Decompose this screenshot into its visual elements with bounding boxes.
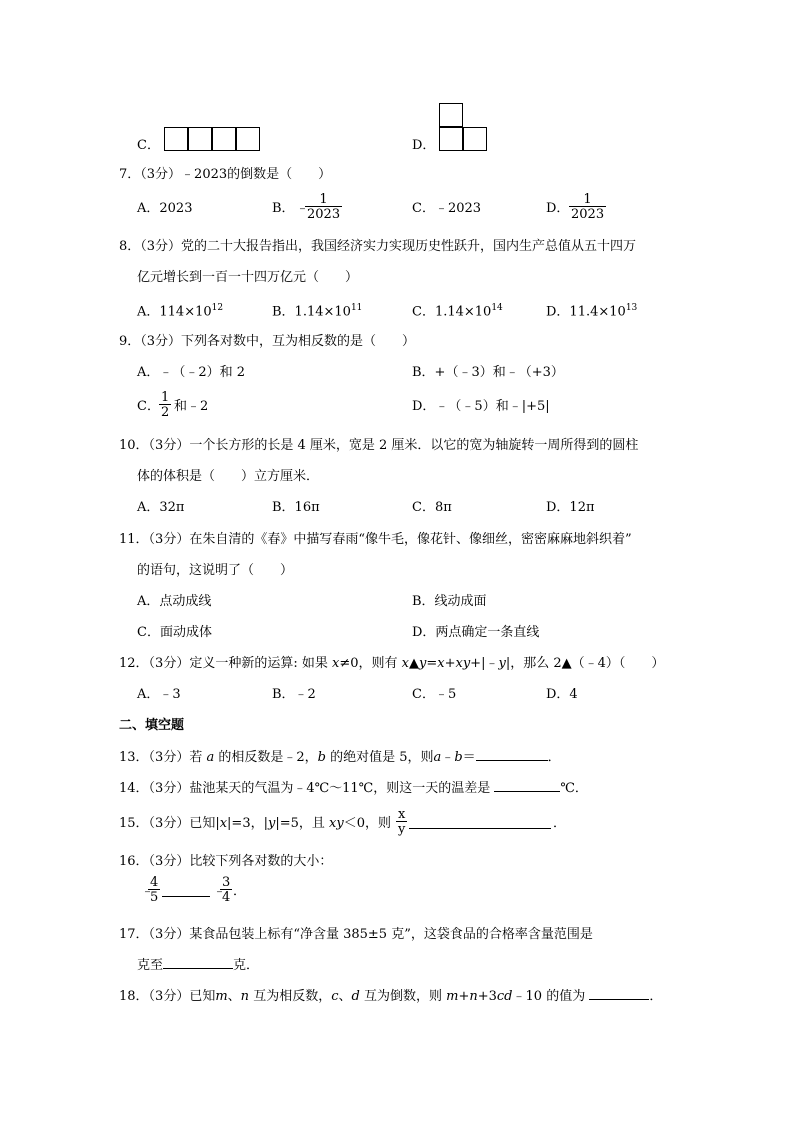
q9-stem: 9．（3分）下列各对数中，互为相反数的是（ ） — [119, 334, 416, 349]
q15-fraction: $\frac{x}{y}$ — [398, 807, 406, 837]
q8-stem-line1: 8．（3分）党的二十大报告指出，我国经济实力实现历史性跃升，国内生产总值从五十四万 — [119, 239, 637, 254]
q6-option-d-label: D． — [412, 138, 436, 153]
q18-stem: 18．（3分）已知m、n 互为相反数，c、d 互为倒数，则 m+n+3cd﹣10 的值为 ． — [119, 989, 663, 1004]
q7-option-b-sign: ﹣ — [296, 201, 310, 216]
q11-option-d: D．两点确定一条直线 — [412, 625, 540, 640]
q8-option-c: C．$1.14\times 10^{14}$ — [412, 303, 503, 320]
q9-option-a: A．﹣（﹣2）和 2 — [137, 365, 246, 380]
q7-option-a: A．2023 — [137, 201, 193, 216]
q12-option-c: C．﹣5 — [412, 687, 457, 702]
q16-fraction-1: $\frac{4}{5}$ — [150, 875, 159, 905]
q8-option-b: B．$1.14\times 10^{11}$ — [272, 303, 363, 320]
q12-option-a: A．﹣3 — [137, 687, 181, 702]
q10-stem-line2: 体的体积是（ ）立方厘米． — [137, 469, 320, 484]
q13-answer-blank[interactable] — [476, 760, 548, 761]
q16-end: ． — [233, 884, 247, 899]
q7-option-b-label: B． — [272, 201, 295, 216]
q15-end: ． — [553, 816, 567, 831]
q11-stem-line2: 的语句，这说明了（ ） — [137, 563, 294, 578]
q10-option-c: C．8π — [412, 500, 452, 515]
q14-stem: 14．（3分）盐池某天的气温为﹣4℃～11℃，则这一天的温差是 ℃． — [119, 781, 588, 796]
q10-option-a: A．32π — [137, 500, 185, 515]
q7-option-d-fraction: $\frac{1}{2023}$ — [571, 192, 605, 222]
q12-stem: 12．（3分）定义一种新的运算: 如果 x≠0，则有 x▲y=x+xy+|﹣y|，那么 2▲（﹣4）（ ） — [119, 656, 665, 671]
q7-stem: 7．（3分）﹣2023的倒数是（ ） — [119, 167, 332, 182]
q16-sign-1: ﹣ — [141, 884, 155, 899]
q11-option-a: A．点动成线 — [137, 594, 212, 609]
q16-sign-2: ﹣ — [213, 884, 227, 899]
q11-option-b: B．线动成面 — [412, 594, 487, 609]
q16-fraction-2: $\frac{3}{4}$ — [222, 875, 231, 905]
q7-option-c: C．﹣2023 — [412, 201, 482, 216]
q9-option-c-label: C． — [137, 399, 160, 414]
q14-answer-blank[interactable] — [494, 791, 560, 792]
q8-option-d: D．$11.4\times 10^{13}$ — [546, 303, 638, 320]
q12-option-d: D．4 — [546, 687, 578, 702]
q15-stem: 15．（3分）已知|x|=3，|y|=5，且 xy＜0，则 — [119, 816, 391, 831]
q10-option-d: D．12π — [546, 500, 595, 515]
q8-stem-line2: 亿元增长到一百一十四万亿元（ ） — [137, 270, 359, 285]
q9-option-c-tail: 和﹣2 — [174, 399, 209, 414]
q16-stem: 16．（3分）比较下列各对数的大小： — [119, 854, 333, 869]
q6-option-c-label: C． — [137, 138, 160, 153]
q9-option-d: D．﹣（﹣5）和﹣|+5| — [412, 399, 550, 414]
q13-stem: 13．（3分）若 a 的相反数是﹣2，b 的绝对值是 5，则a﹣b＝ ． — [119, 750, 561, 765]
q9-option-b: B．+（﹣3）和﹣（+3） — [412, 365, 564, 380]
q10-option-b: B．16π — [272, 500, 320, 515]
q17-stem-line1: 17．（3分）某食品包装上标有“净含量 385±5 克”，这袋食品的合格率含量范围是 — [119, 927, 593, 942]
q17-stem-line2: 克至 克． — [137, 958, 260, 973]
q11-stem-line1: 11．（3分）在朱自清的《春》中描写春雨“像牛毛，像花针、像细丝，密密麻麻地斜织着” — [119, 532, 632, 547]
q11-option-c: C．面动成体 — [137, 625, 212, 640]
section-title-fill-in: 二、填空题 — [119, 718, 185, 733]
q17-answer-blank[interactable] — [163, 968, 233, 969]
q16-answer-blank[interactable] — [162, 884, 210, 897]
q7-option-b-fraction: $\frac{1}{2023}$ — [307, 192, 341, 222]
q12-option-b: B．﹣2 — [272, 687, 316, 702]
q7-option-d-label: D． — [546, 201, 570, 216]
q15-answer-blank[interactable] — [409, 816, 551, 829]
q8-option-a: A．$114\times 10^{12}$ — [137, 303, 224, 320]
q18-answer-blank[interactable] — [589, 999, 649, 1000]
q9-option-c-fraction: $\frac{1}{2}$ — [161, 390, 170, 420]
q10-stem-line1: 10．（3分）一个长方形的长是 4 厘米，宽是 2 厘米．以它的宽为轴旋转一周所得到的圆柱 — [119, 438, 639, 453]
